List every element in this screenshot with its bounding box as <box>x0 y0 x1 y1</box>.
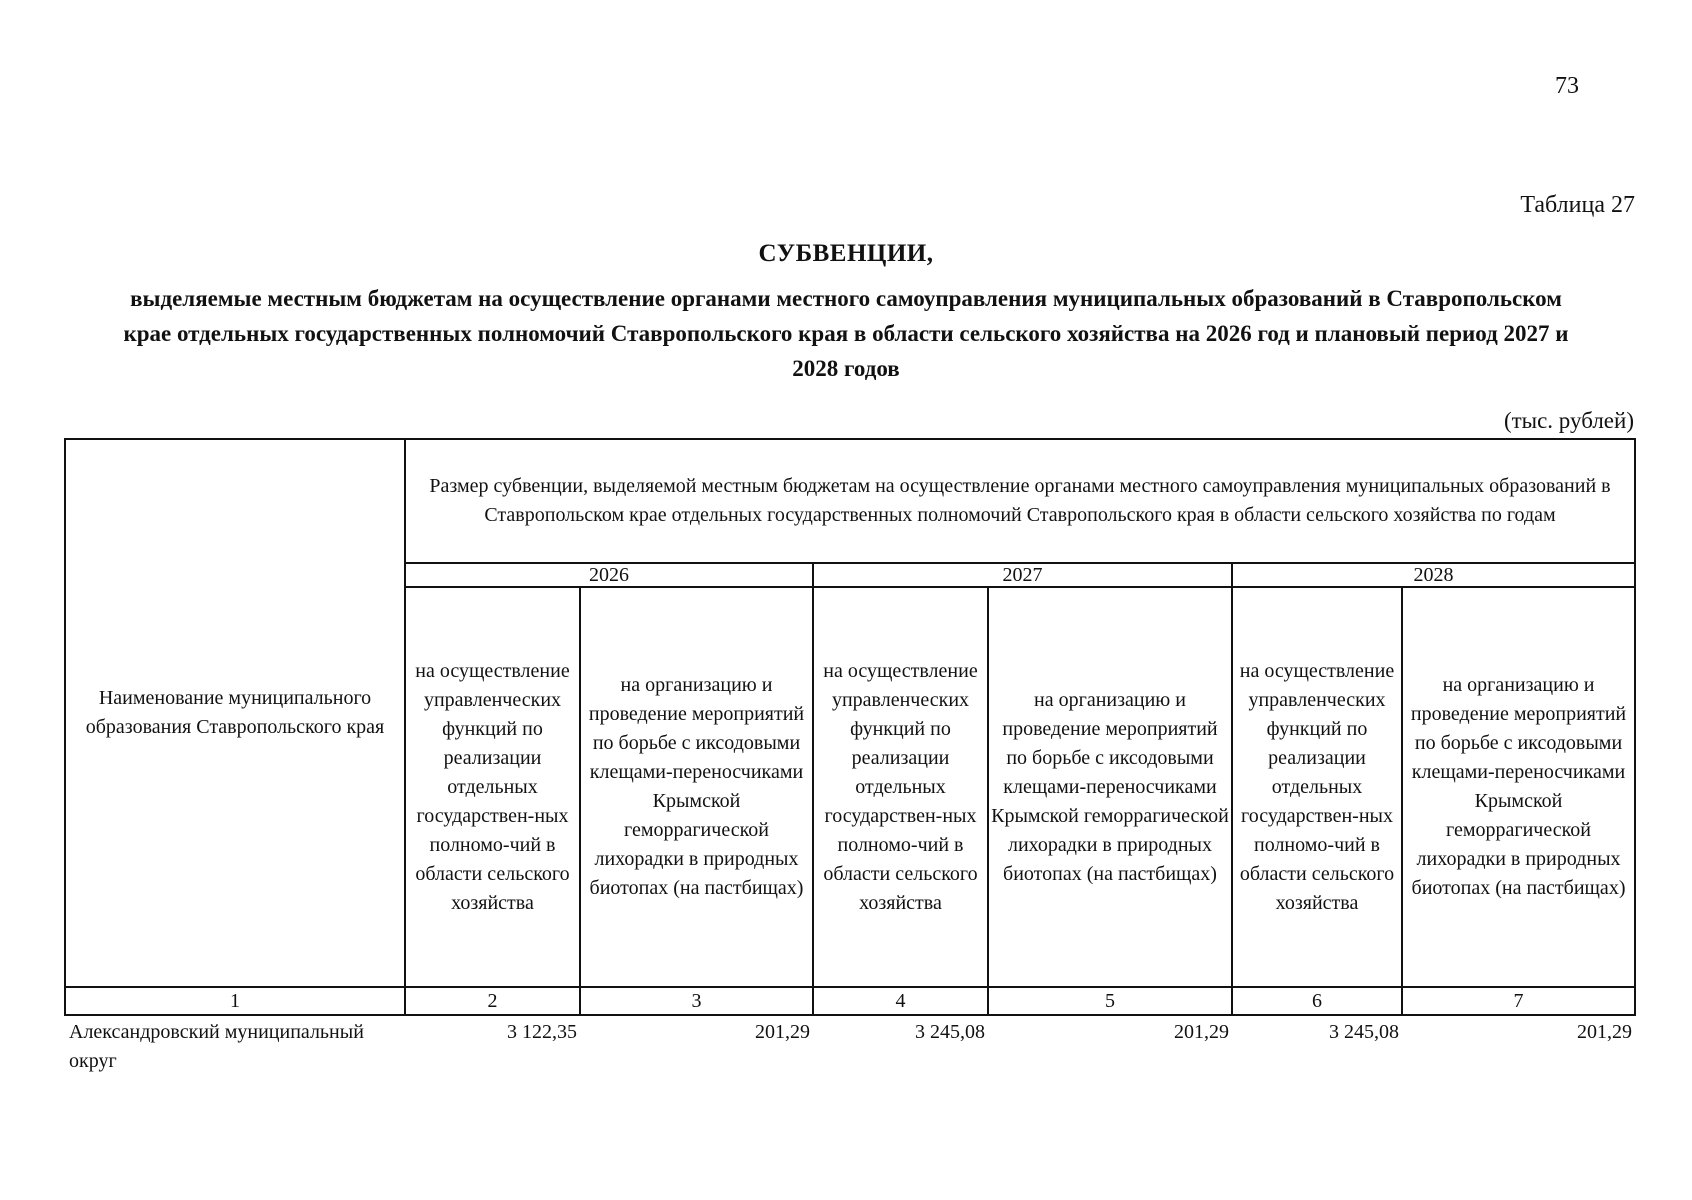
column-number: 2 <box>405 987 580 1015</box>
col-tick-control-2028: на организацию и проведение мероприятий по борьбе с иксодовыми клещами-переносчиками Крымской геморрагической лихорадки в природных биотопах (на пастбищах) <box>1402 587 1635 987</box>
table-label: Таблица 27 <box>1520 192 1635 218</box>
value-cell: 3 245,08 <box>1329 1021 1399 1043</box>
year-header-2028: 2028 <box>1232 563 1635 587</box>
header-row-top <box>65 439 1635 563</box>
column-number: 1 <box>65 987 405 1015</box>
col-tick-control-2027: на организацию и проведение мероприятий по борьбе с иксодовыми клещами-переносчиками Крымской геморрагической лихорадки в природных биотопах (на пастбищах) <box>988 587 1232 987</box>
value-cell: 201,29 <box>1577 1021 1633 1043</box>
col-management-functions-2028: на осуществление управленческих функций по реализации отдельных государствен-ных полномо-чий в области сельского хозяйства <box>1232 587 1402 987</box>
column-number: 7 <box>1402 987 1635 1015</box>
col-tick-control-2026: на организацию и проведение мероприятий по борьбе с иксодовыми клещами-переносчиками Крымской геморрагической лихорадки в природных биотопах (на пастбищах) <box>580 587 813 987</box>
subsidy-size-header: Размер субвенции, выделяемой местным бюджетам на осуществление органами местного самоуправления муниципальных образований в Ставропольском крае отдельных государственных полномочий Ставропольского края в области сельского хозяйства по годам <box>405 439 1635 563</box>
column-number: 4 <box>813 987 988 1015</box>
column-number: 3 <box>580 987 813 1015</box>
value-cell: 3 122,35 <box>507 1021 577 1043</box>
column-number: 5 <box>988 987 1232 1015</box>
units-label: (тыс. рублей) <box>1503 408 1634 433</box>
column-numbers-row <box>65 987 1635 1015</box>
document-subtitle: выделяемые местным бюджетам на осуществление органами местного самоуправления муниципальных образований в Ставропольском крае отдельных государственных полномочий Ставропольского края в области сельского хозяйства на 2026 год и плановый период 2027 и 2028 годов <box>123 286 1569 381</box>
col-management-functions-2027: на осуществление управленческих функций по реализации отдельных государствен-ных полномо-чий в области сельского хозяйства <box>813 587 988 987</box>
municipality-name-header: Наименование муниципального образования Ставропольского края <box>65 439 405 987</box>
value-cell: 3 245,08 <box>915 1021 985 1043</box>
document-title: СУБВЕНЦИИ, <box>758 240 934 267</box>
year-header-2027: 2027 <box>813 563 1232 587</box>
col-management-functions-2026: на осуществление управленческих функций по реализации отдельных государствен-ных полномо-чий в области сельского хозяйства <box>405 587 580 987</box>
column-number: 6 <box>1232 987 1402 1015</box>
subsidy-table <box>64 438 1636 1076</box>
municipality-name: Александровский муниципальный округ <box>69 1021 364 1072</box>
year-header-2026: 2026 <box>405 563 813 587</box>
value-cell: 201,29 <box>1174 1021 1229 1043</box>
value-cell: 201,29 <box>755 1021 810 1043</box>
page-number: 73 <box>1555 73 1579 99</box>
table-row <box>65 1015 1635 1076</box>
